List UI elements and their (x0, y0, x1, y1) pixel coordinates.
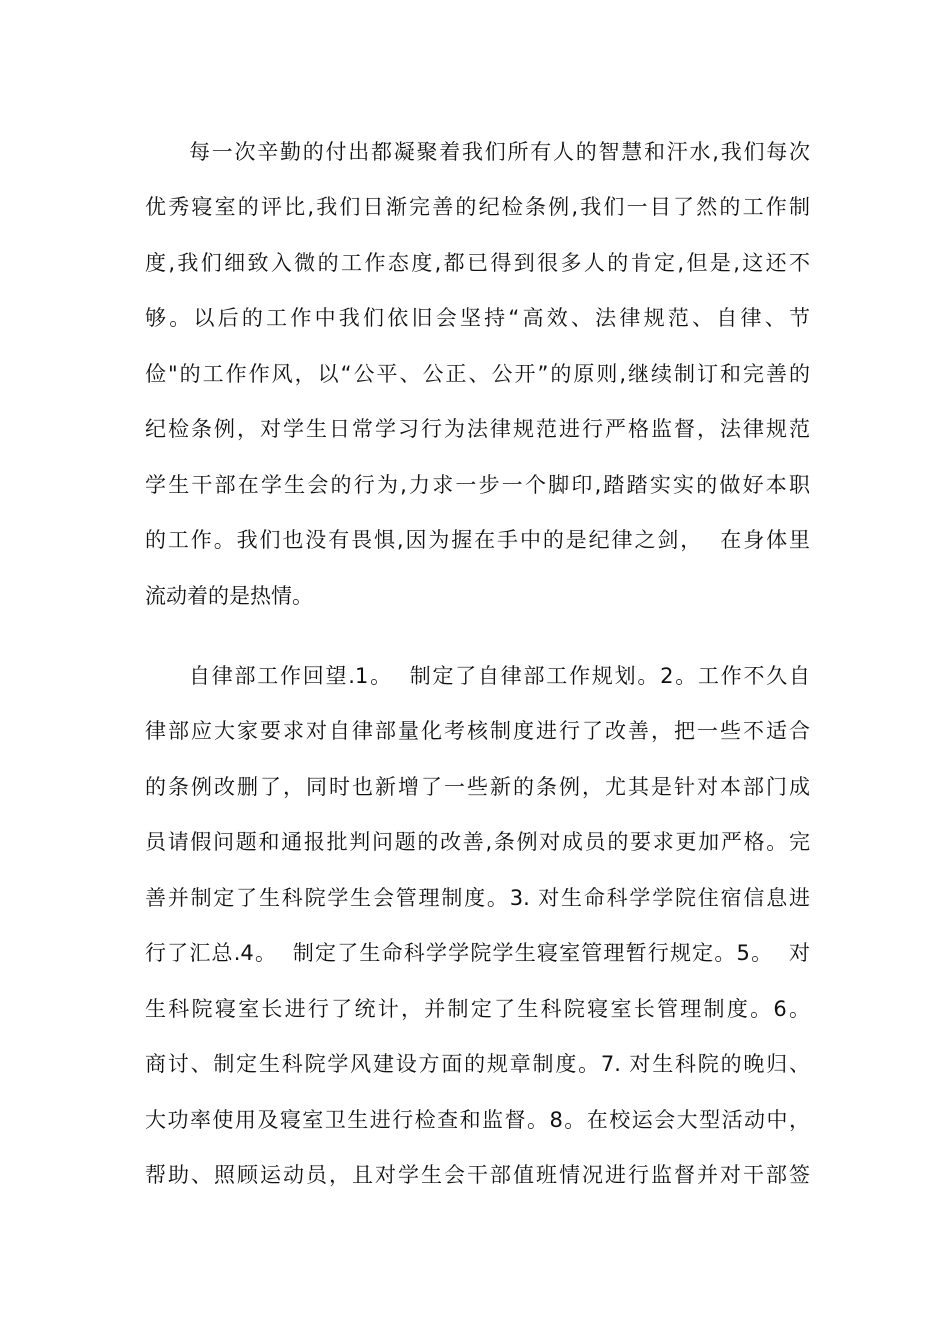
paragraph-2-line-7: 生科院寝室长进行了统计，并制定了生科院寝室长管理制度。6。 (145, 997, 810, 1021)
paragraph-1-line-6: 纪检条例，对学生日常学习行为法律规范进行严格监督，法律规范 (145, 417, 810, 441)
paragraph-1-line-3: 度,我们细致入微的工作态度,都已得到很多人的肯定,但是,这还不 (145, 251, 810, 275)
paragraph-2-line-6: 行了汇总.4。 制定了生命科学学院学生寝室管理暂行规定。5。 对 (145, 941, 810, 965)
paragraph-2-line-8: 商讨、制定生科院学风建设方面的规章制度。7. 对生科院的晚归、 (145, 1052, 810, 1076)
paragraph-1-line-9: 流动着的是热情。 (145, 584, 313, 608)
paragraph-1-line-5: 俭"的工作作风，以“公平、公正、公开”的原则,继续制订和完善的 (145, 362, 810, 386)
paragraph-1-line-1: 每一次辛勤的付出都凝聚着我们所有人的智慧和汗水,我们每次 (189, 140, 810, 164)
paragraph-2-line-2: 律部应大家要求对自律部量化考核制度进行了改善，把一些不适合 (145, 719, 810, 743)
paragraph-1-line-8: 的工作。我们也没有畏惧,因为握在手中的是纪律之剑， 在身体里 (145, 528, 810, 552)
paragraph-2-line-10: 帮助、照顾运动员，且对学生会干部值班情况进行监督并对干部签 (145, 1163, 810, 1187)
paragraph-1-line-4: 够。以后的工作中我们依旧会坚持“高效、法律规范、自律、节 (145, 306, 810, 330)
paragraph-2-line-1: 自律部工作回望.1。 制定了自律部工作规划。2。工作不久自 (189, 664, 810, 688)
paragraph-1-line-2: 优秀寝室的评比,我们日渐完善的纪检条例,我们一目了然的工作制 (145, 195, 810, 219)
paragraph-2-line-4: 员请假问题和通报批判问题的改善,条例对成员的要求更加严格。完 (145, 830, 810, 854)
paragraph-2-line-5: 善并制定了生科院学生会管理制度。3. 对生命科学学院住宿信息进 (145, 886, 810, 910)
paragraph-1-line-7: 学生干部在学生会的行为,力求一步一个脚印,踏踏实实的做好本职 (145, 473, 810, 497)
paragraph-2-line-9: 大功率使用及寝室卫生进行检查和监督。8。在校运会大型活动中， (145, 1108, 810, 1132)
paragraph-2-line-3: 的条例改删了，同时也新增了一些新的条例，尤其是针对本部门成 (145, 775, 810, 799)
